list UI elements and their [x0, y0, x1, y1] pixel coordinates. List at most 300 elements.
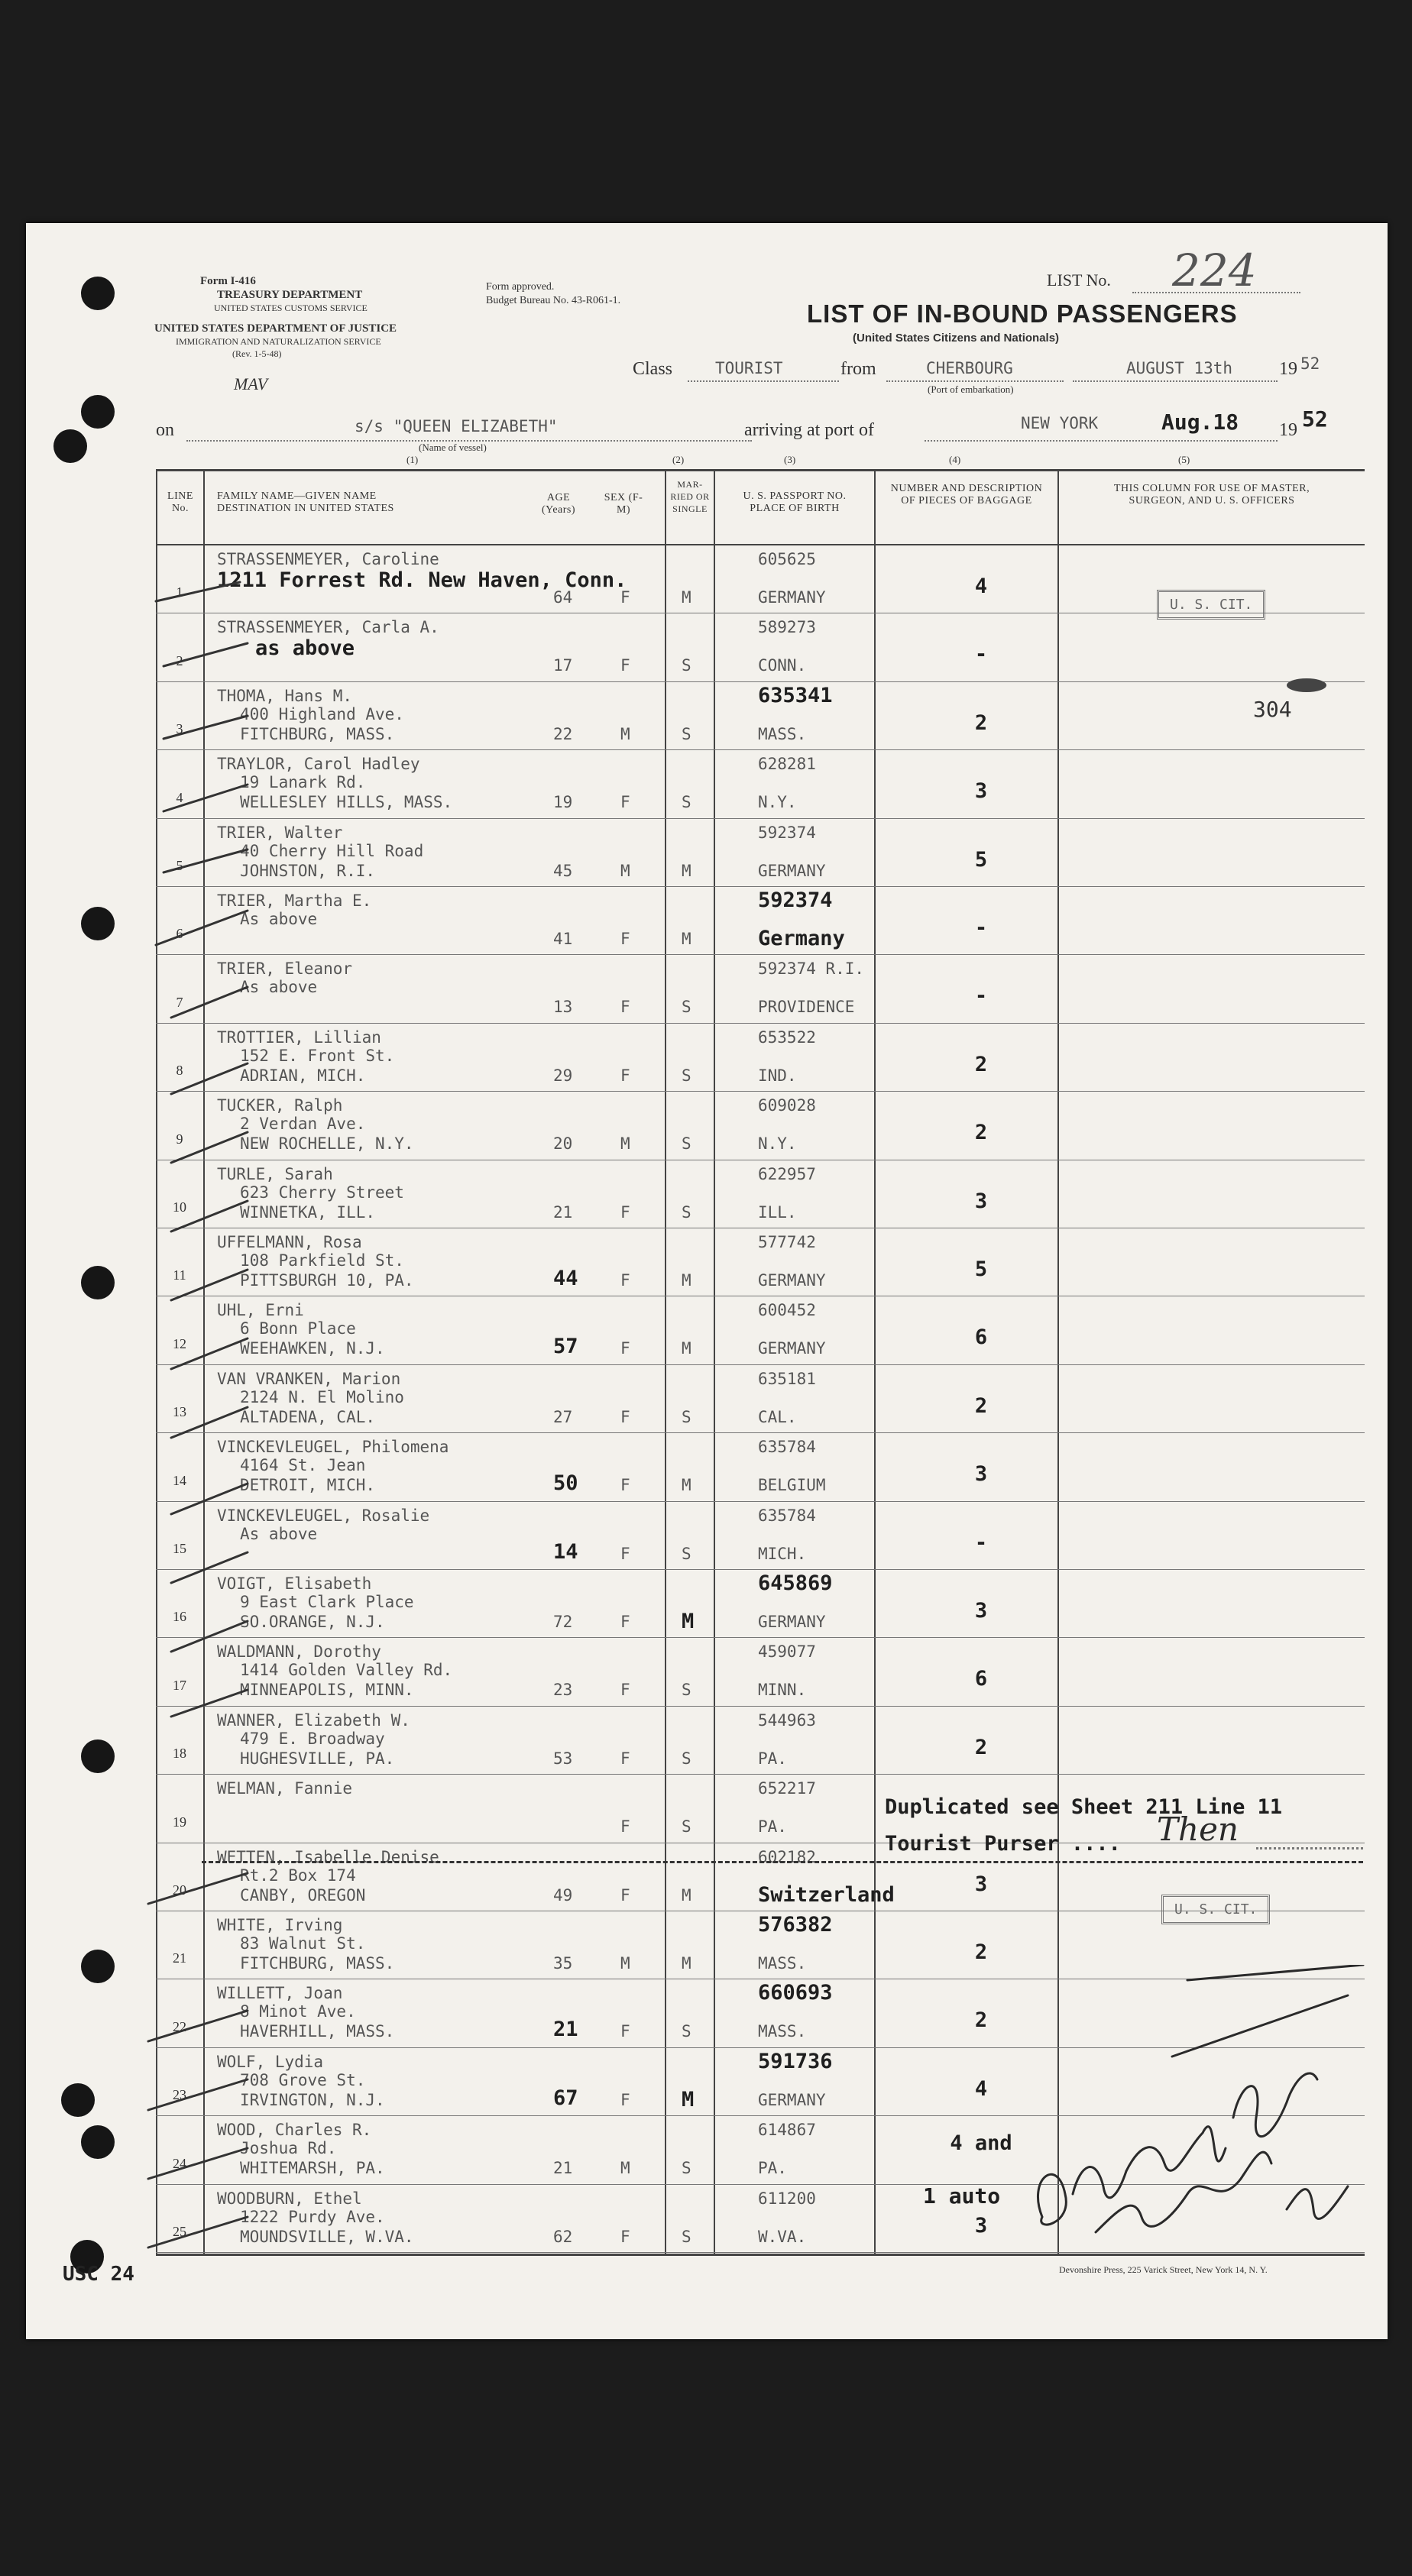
age: 20: [553, 1134, 573, 1154]
place-of-birth: GERMANY: [758, 2090, 826, 2109]
place-of-birth: IND.: [758, 1066, 797, 1085]
passport-number: 459077: [758, 1642, 816, 1662]
sex: F: [620, 1544, 630, 1563]
sex: M: [620, 1954, 630, 1972]
place-of-birth: PROVIDENCE: [758, 998, 855, 1017]
place-of-birth: N.Y.: [758, 1134, 797, 1154]
address-line-1: 9 East Clark Place: [240, 1593, 414, 1611]
sex: F: [620, 588, 630, 607]
line-number: 19: [173, 1814, 186, 1830]
line-number: 4: [176, 789, 183, 805]
address-line-1: as above: [255, 636, 355, 661]
sex: M: [620, 724, 630, 743]
baggage-count: 3: [974, 2213, 988, 2238]
passenger-name: UFFELMANN, Rosa: [217, 1233, 362, 1251]
passenger-name: WILLETT, Joan: [217, 1984, 343, 2003]
address-line-1: 4164 St. Jean: [240, 1456, 366, 1475]
line-number: 2: [176, 652, 183, 668]
address-line-2: PITTSBURGH 10, PA.: [240, 1271, 414, 1290]
address-line-1: 479 E. Broadway: [240, 1729, 385, 1748]
sex: M: [620, 2159, 630, 2178]
sex: F: [620, 1749, 630, 1768]
address-line-2: HAVERHILL, MASS.: [240, 2022, 395, 2041]
passenger-name: TRIER, Martha E.: [217, 892, 372, 910]
line-number: 25: [173, 2223, 186, 2239]
from-label: from: [840, 359, 876, 379]
passenger-name: TUCKER, Ralph: [217, 1096, 343, 1115]
age: 21: [553, 1202, 573, 1222]
address-line-2: SO.ORANGE, N.J.: [240, 1613, 385, 1631]
passport-number: 591736: [758, 2049, 833, 2073]
address-line-2: FITCHBURG, MASS.: [240, 1954, 395, 1972]
arrival-year-prefix: 19: [1279, 420, 1297, 440]
arrival-date: Aug.18: [1161, 409, 1239, 435]
address-line-1: 108 Parkfield St.: [240, 1251, 404, 1270]
sex: F: [620, 1066, 630, 1085]
address-line-1: 19 Lanark Rd.: [240, 773, 366, 792]
address-line-1: 6 Bonn Place: [240, 1319, 356, 1338]
sex: M: [620, 861, 630, 880]
justice-dept: UNITED STATES DEPARTMENT OF JUSTICE: [154, 322, 397, 335]
place-of-birth: PA.: [758, 2159, 787, 2178]
col-num-4: (4): [949, 454, 961, 465]
col-header-baggage: NUMBER AND DESCRIPTION OF PIECES OF BAGGAGE: [890, 483, 1043, 506]
passenger-name: WETTEN, Isabelle Denise: [217, 1847, 439, 1866]
sex: F: [620, 2022, 630, 2041]
line-number: 11: [173, 1267, 186, 1283]
marital-status: S: [682, 1749, 691, 1768]
col-header-sex: SEX (F-M): [604, 492, 643, 516]
address-line-2: WHITEMARSH, PA.: [240, 2159, 385, 2178]
address-line-2: WINNETKA, ILL.: [240, 1202, 376, 1222]
sex: F: [620, 656, 630, 675]
form-approved: Form approved.: [486, 281, 555, 293]
address-line-2: WEEHAWKEN, N.J.: [240, 1339, 385, 1358]
mav-mark: MAV: [234, 374, 268, 393]
baggage-count: 4: [974, 574, 988, 598]
sex: F: [620, 998, 630, 1017]
line-number: 21: [173, 1950, 186, 1966]
line-number: 22: [173, 2018, 186, 2034]
address-line-1: As above: [240, 910, 318, 928]
marital-status: S: [682, 1134, 691, 1154]
line-number: 23: [173, 2087, 186, 2103]
officer-number: 304: [1253, 697, 1292, 722]
passenger-name: TRAYLOR, Carol Hadley: [217, 755, 420, 774]
passenger-name: WOODBURN, Ethel: [217, 2189, 362, 2208]
address-line-2: FITCHBURG, MASS.: [240, 724, 395, 743]
budget-bureau: Budget Bureau No. 43-R061-1.: [486, 295, 621, 306]
baggage-count: 3: [974, 1462, 988, 1487]
sex: M: [620, 1134, 630, 1154]
passenger-name: VAN VRANKEN, Marion: [217, 1369, 401, 1388]
place-of-birth: CAL.: [758, 1407, 797, 1426]
address-line-1: 623 Cherry Street: [240, 1183, 404, 1202]
sex: F: [620, 793, 630, 812]
passport-number: 645869: [758, 1571, 833, 1595]
baggage-count: -: [974, 984, 988, 1008]
address-line-1: 8 Minot Ave.: [240, 2002, 356, 2021]
sex: F: [620, 1681, 630, 1700]
col-num-3: (3): [784, 454, 796, 465]
line-number: 1: [176, 584, 183, 600]
baggage-count: 5: [974, 847, 988, 872]
place-of-birth: MASS.: [758, 1954, 807, 1972]
address-line-1: 708 Grove St.: [240, 2070, 366, 2089]
row-19-strike: [202, 1861, 1363, 1863]
baggage-count: 6: [974, 1325, 988, 1350]
us-citizen-stamp-2: U. S. CIT.: [1161, 1895, 1270, 1924]
address-line-1: 400 Highland Ave.: [240, 704, 404, 723]
line-number: 15: [173, 1540, 186, 1556]
passport-number: 635341: [758, 683, 833, 707]
age: 19: [553, 793, 573, 812]
age: 72: [553, 1613, 573, 1631]
col-header-line: LINE No.: [167, 490, 193, 514]
page-subtitle: (United States Citizens and Nationals): [853, 332, 1060, 345]
passenger-name: THOMA, Hans M.: [217, 686, 353, 705]
marital-status: M: [682, 1476, 691, 1495]
marital-status: S: [682, 998, 691, 1017]
col-header-officers: THIS COLUMN FOR USE OF MASTER, SURGEON, AND U. S. OFFICERS: [1113, 483, 1310, 506]
port-caption: (Port of embarkation): [928, 383, 1014, 395]
passport-number: 576382: [758, 1913, 833, 1937]
vessel-caption: (Name of vessel): [419, 442, 487, 453]
baggage-count: 2: [974, 1735, 988, 1759]
sex: F: [620, 1407, 630, 1426]
marital-status: S: [682, 1066, 691, 1085]
place-of-birth: GERMANY: [758, 1339, 826, 1358]
age: 17: [553, 656, 573, 675]
address-line-1: Rt.2 Box 174: [240, 1866, 356, 1885]
line-number: 18: [173, 1746, 186, 1762]
address-line-1: 152 E. Front St.: [240, 1046, 395, 1065]
place-of-birth: PA.: [758, 1749, 787, 1768]
place-of-birth: MICH.: [758, 1544, 807, 1563]
address-line-2: JOHNSTON, R.I.: [240, 861, 376, 880]
ins-service: IMMIGRATION AND NATURALIZATION SERVICE: [176, 336, 381, 347]
duplicate-note-line2: Tourist Purser ....: [885, 1832, 1121, 1856]
address-line-2: HUGHESVILLE, PA.: [240, 1749, 395, 1768]
baggage-count: 6: [974, 1667, 988, 1691]
passenger-name: VOIGT, Elisabeth: [217, 1574, 372, 1593]
col-header-passport: U. S. PASSPORT NO. PLACE OF BIRTH: [743, 490, 847, 514]
col-num-2: (2): [672, 454, 685, 465]
address-line-2: NEW ROCHELLE, N.Y.: [240, 1134, 414, 1154]
passport-number: 635784: [758, 1438, 816, 1457]
sex: F: [620, 1476, 630, 1495]
year-prefix: 19: [1279, 359, 1297, 379]
baggage-count: 2: [974, 1052, 988, 1076]
age: 44: [553, 1267, 578, 1290]
place-of-birth: PA.: [758, 1817, 787, 1837]
baggage-count: -: [974, 642, 988, 667]
passenger-name: STRASSENMEYER, Carla A.: [217, 618, 439, 637]
passport-number: 592374: [758, 888, 833, 912]
us-citizen-stamp: U. S. CIT.: [1157, 590, 1265, 620]
passport-number: 605625: [758, 550, 816, 568]
marital-status: S: [682, 1681, 691, 1700]
line-number: 12: [173, 1335, 186, 1351]
place-of-birth: Switzerland: [758, 1882, 895, 1907]
address-line-1: 1211 Forrest Rd. New Haven, Conn.: [217, 568, 627, 592]
list-no-label: LIST No.: [1047, 270, 1111, 290]
address-line-2: ADRIAN, MICH.: [240, 1066, 366, 1085]
line-number: 20: [173, 1882, 186, 1898]
age: 29: [553, 1066, 573, 1085]
address-line-2: DETROIT, MICH.: [240, 1476, 376, 1495]
baggage-count: 3: [974, 1872, 988, 1896]
arrival-year: 52: [1302, 406, 1328, 432]
line-number: 9: [176, 1131, 183, 1147]
passenger-name: WOOD, Charles R.: [217, 2121, 372, 2140]
passport-number: 592374 R.I.: [758, 960, 865, 979]
passport-number: 660693: [758, 1981, 833, 2005]
marital-status: M: [682, 1339, 691, 1358]
marital-status: S: [682, 724, 691, 743]
baggage-count: 2: [974, 710, 988, 735]
date-value: AUGUST 13th: [1126, 359, 1233, 377]
marital-status: S: [682, 2159, 691, 2178]
sex: F: [620, 1202, 630, 1222]
passport-number: 600452: [758, 1301, 816, 1320]
baggage-count: 2: [974, 1940, 988, 1964]
marital-status: M: [682, 1271, 691, 1290]
col-header-age: AGE (Years): [541, 492, 576, 516]
passenger-name: WOLF, Lydia: [217, 2052, 324, 2071]
usc-mark: USC 24: [63, 2263, 134, 2286]
marital-status: M: [682, 930, 691, 948]
sex: F: [620, 1817, 630, 1837]
inspector-signature: [1012, 1965, 1371, 2248]
place-of-birth: GERMANY: [758, 588, 826, 607]
line-number: 16: [173, 1609, 186, 1625]
passenger-name: VINCKEVLEUGEL, Rosalie: [217, 1506, 430, 1525]
passenger-name: TRIER, Eleanor: [217, 960, 353, 979]
arrival-port: NEW YORK: [1021, 414, 1099, 432]
age: 14: [553, 1539, 578, 1564]
passport-number: 635181: [758, 1369, 816, 1388]
age: 53: [553, 1749, 573, 1768]
vessel-name: s/s "QUEEN ELIZABETH": [355, 417, 558, 435]
baggage-count: 3: [974, 1189, 988, 1213]
passenger-name: WELMAN, Fannie: [217, 1779, 353, 1798]
marital-status: S: [682, 656, 691, 675]
passport-number: 611200: [758, 2189, 816, 2208]
marital-status: S: [682, 1544, 691, 1563]
arriving-label: arriving at port of: [744, 420, 874, 440]
age: 64: [553, 588, 573, 607]
sex: F: [620, 1339, 630, 1358]
address-line-2: MOUNDSVILLE, W.VA.: [240, 2227, 414, 2246]
passport-number: 602182: [758, 1847, 816, 1866]
place-of-birth: GERMANY: [758, 1613, 826, 1631]
passenger-name: TRIER, Walter: [217, 823, 343, 842]
baggage-count: 2: [974, 2008, 988, 2033]
passenger-name: WHITE, Irving: [217, 1916, 343, 1934]
passenger-name: VINCKEVLEUGEL, Philomena: [217, 1438, 449, 1457]
punch-hole: [81, 277, 115, 310]
marital-status: S: [682, 2227, 691, 2246]
printer-imprint: Devonshire Press, 225 Varick Street, New York 14, N. Y.: [1059, 2264, 1268, 2275]
passenger-name: WALDMANN, Dorothy: [217, 1642, 381, 1662]
from-value: CHERBOURG: [926, 359, 1013, 377]
sex: F: [620, 1271, 630, 1290]
address-line-2: IRVINGTON, N.J.: [240, 2090, 385, 2109]
age: 57: [553, 1335, 578, 1359]
passport-number: 577742: [758, 1233, 816, 1251]
line-number: 6: [176, 926, 183, 942]
baggage-count: -: [974, 1530, 988, 1555]
passport-number: 544963: [758, 1710, 816, 1730]
passport-number: 592374: [758, 823, 816, 842]
age: 27: [553, 1407, 573, 1426]
place-of-birth: MASS.: [758, 724, 807, 743]
age: 21: [553, 2018, 578, 2042]
line-number: 5: [176, 857, 183, 873]
passenger-name: WANNER, Elizabeth W.: [217, 1710, 410, 1730]
baggage-24-line2: 1 auto: [923, 2183, 1001, 2209]
marital-status: S: [682, 1407, 691, 1426]
punch-hole: [53, 429, 87, 463]
place-of-birth: CONN.: [758, 656, 807, 675]
age: 22: [553, 724, 573, 743]
address-line-1: 2124 N. El Molino: [240, 1387, 404, 1406]
passport-number: 622957: [758, 1164, 816, 1183]
age: 21: [553, 2159, 573, 2178]
col-num-5: (5): [1178, 454, 1190, 465]
passenger-name: TURLE, Sarah: [217, 1164, 333, 1183]
line-number: 7: [176, 994, 183, 1010]
place-of-birth: MASS.: [758, 2022, 807, 2041]
check-marks: [102, 529, 255, 2286]
age: 23: [553, 1681, 573, 1700]
line-number: 13: [173, 1404, 186, 1420]
duplicate-note-signature: Then: [1157, 1811, 1239, 1848]
duplicate-note-line1: Duplicated see Sheet 211 Line 11: [885, 1795, 1283, 1819]
address-line-1: 40 Cherry Hill Road: [240, 841, 424, 860]
baggage-count: 3: [974, 779, 988, 804]
sex: F: [620, 2090, 630, 2109]
passenger-name: STRASSENMEYER, Caroline: [217, 550, 439, 568]
year-value: 52: [1300, 354, 1320, 373]
place-of-birth: N.Y.: [758, 793, 797, 812]
marital-status: M: [682, 861, 691, 880]
col-header-married: MAR-RIED OR SINGLE: [670, 479, 710, 514]
baggage-count: 3: [974, 1599, 988, 1623]
address-line-1: As above: [240, 1524, 318, 1543]
marital-status: M: [682, 2087, 695, 2112]
marital-status: S: [682, 1817, 691, 1837]
baggage-count: -: [974, 916, 988, 940]
place-of-birth: W.VA.: [758, 2227, 807, 2246]
ink-blot: [1287, 678, 1326, 692]
address-line-2: ALTADENA, CAL.: [240, 1407, 376, 1426]
passenger-list-sheet: [26, 223, 1388, 2339]
passenger-name: TROTTIER, Lillian: [217, 1027, 381, 1047]
place-of-birth: BELGIUM: [758, 1476, 826, 1495]
passport-number: 653522: [758, 1027, 816, 1047]
marital-status: M: [682, 1885, 691, 1904]
line-number: 3: [176, 721, 183, 737]
age: 49: [553, 1885, 573, 1904]
age: 50: [553, 1471, 578, 1496]
baggage-count: 4: [974, 2076, 988, 2101]
line-number: 24: [173, 2155, 186, 2171]
sex: F: [620, 930, 630, 948]
age: 41: [553, 930, 573, 948]
age: 13: [553, 998, 573, 1017]
address-line-1: 1414 Golden Valley Rd.: [240, 1661, 453, 1680]
passport-number: 635784: [758, 1506, 816, 1525]
address-line-1: 83 Walnut St.: [240, 1934, 366, 1953]
treasury-dept: TREASURY DEPARTMENT: [217, 289, 363, 301]
age: 62: [553, 2227, 573, 2246]
passport-number: 589273: [758, 618, 816, 637]
list-no-value: 224: [1172, 244, 1257, 296]
place-of-birth: GERMANY: [758, 1271, 826, 1290]
sex: F: [620, 1885, 630, 1904]
punch-hole: [81, 395, 115, 429]
marital-status: M: [682, 1610, 695, 1633]
marital-status: S: [682, 2022, 691, 2041]
passenger-name: UHL, Erni: [217, 1301, 304, 1320]
sex: F: [620, 2227, 630, 2246]
page-title: LIST OF IN-BOUND PASSENGERS: [807, 299, 1238, 328]
address-line-2: MINNEAPOLIS, MINN.: [240, 1681, 414, 1700]
baggage-count: 2: [974, 1121, 988, 1145]
passport-number: 609028: [758, 1096, 816, 1115]
col-header-name: FAMILY NAME—GIVEN NAME DESTINATION IN UNITED STATES: [217, 490, 394, 514]
marital-status: S: [682, 793, 691, 812]
customs-service: UNITED STATES CUSTOMS SERVICE: [214, 303, 368, 313]
age: 35: [553, 1954, 573, 1972]
address-line-2: CANBY, OREGON: [240, 1885, 366, 1904]
line-number: 8: [176, 1063, 183, 1079]
address-line-2: WELLESLEY HILLS, MASS.: [240, 793, 453, 812]
line-number: 17: [173, 1677, 186, 1693]
place-of-birth: MINN.: [758, 1681, 807, 1700]
passport-number: 652217: [758, 1779, 816, 1798]
place-of-birth: ILL.: [758, 1202, 797, 1222]
place-of-birth: Germany: [758, 927, 845, 950]
class-label: Class: [633, 359, 673, 379]
line-number: 10: [173, 1199, 186, 1215]
class-value: TOURIST: [715, 359, 783, 377]
baggage-count: 5: [974, 1257, 988, 1281]
col-num-1: (1): [406, 454, 419, 465]
age: 67: [553, 2086, 578, 2110]
marital-status: M: [682, 1954, 691, 1972]
address-line-1: As above: [240, 978, 318, 997]
address-line-1: Joshua Rd.: [240, 2139, 337, 2158]
passport-number: 628281: [758, 755, 816, 774]
address-line-1: 1222 Purdy Ave.: [240, 2207, 385, 2226]
sex: F: [620, 1613, 630, 1631]
marital-status: S: [682, 1202, 691, 1222]
place-of-birth: GERMANY: [758, 861, 826, 880]
on-label: on: [156, 420, 174, 440]
passport-number: 614867: [758, 2121, 816, 2140]
form-id: Form I-416: [200, 275, 256, 287]
marital-status: M: [682, 588, 691, 607]
revision: (Rev. 1-5-48): [232, 348, 282, 359]
line-number: 14: [173, 1472, 186, 1488]
age: 45: [553, 861, 573, 880]
address-line-1: 2 Verdan Ave.: [240, 1115, 366, 1134]
baggage-count: 2: [974, 1393, 988, 1418]
baggage-count: 4 and: [950, 2131, 1012, 2156]
